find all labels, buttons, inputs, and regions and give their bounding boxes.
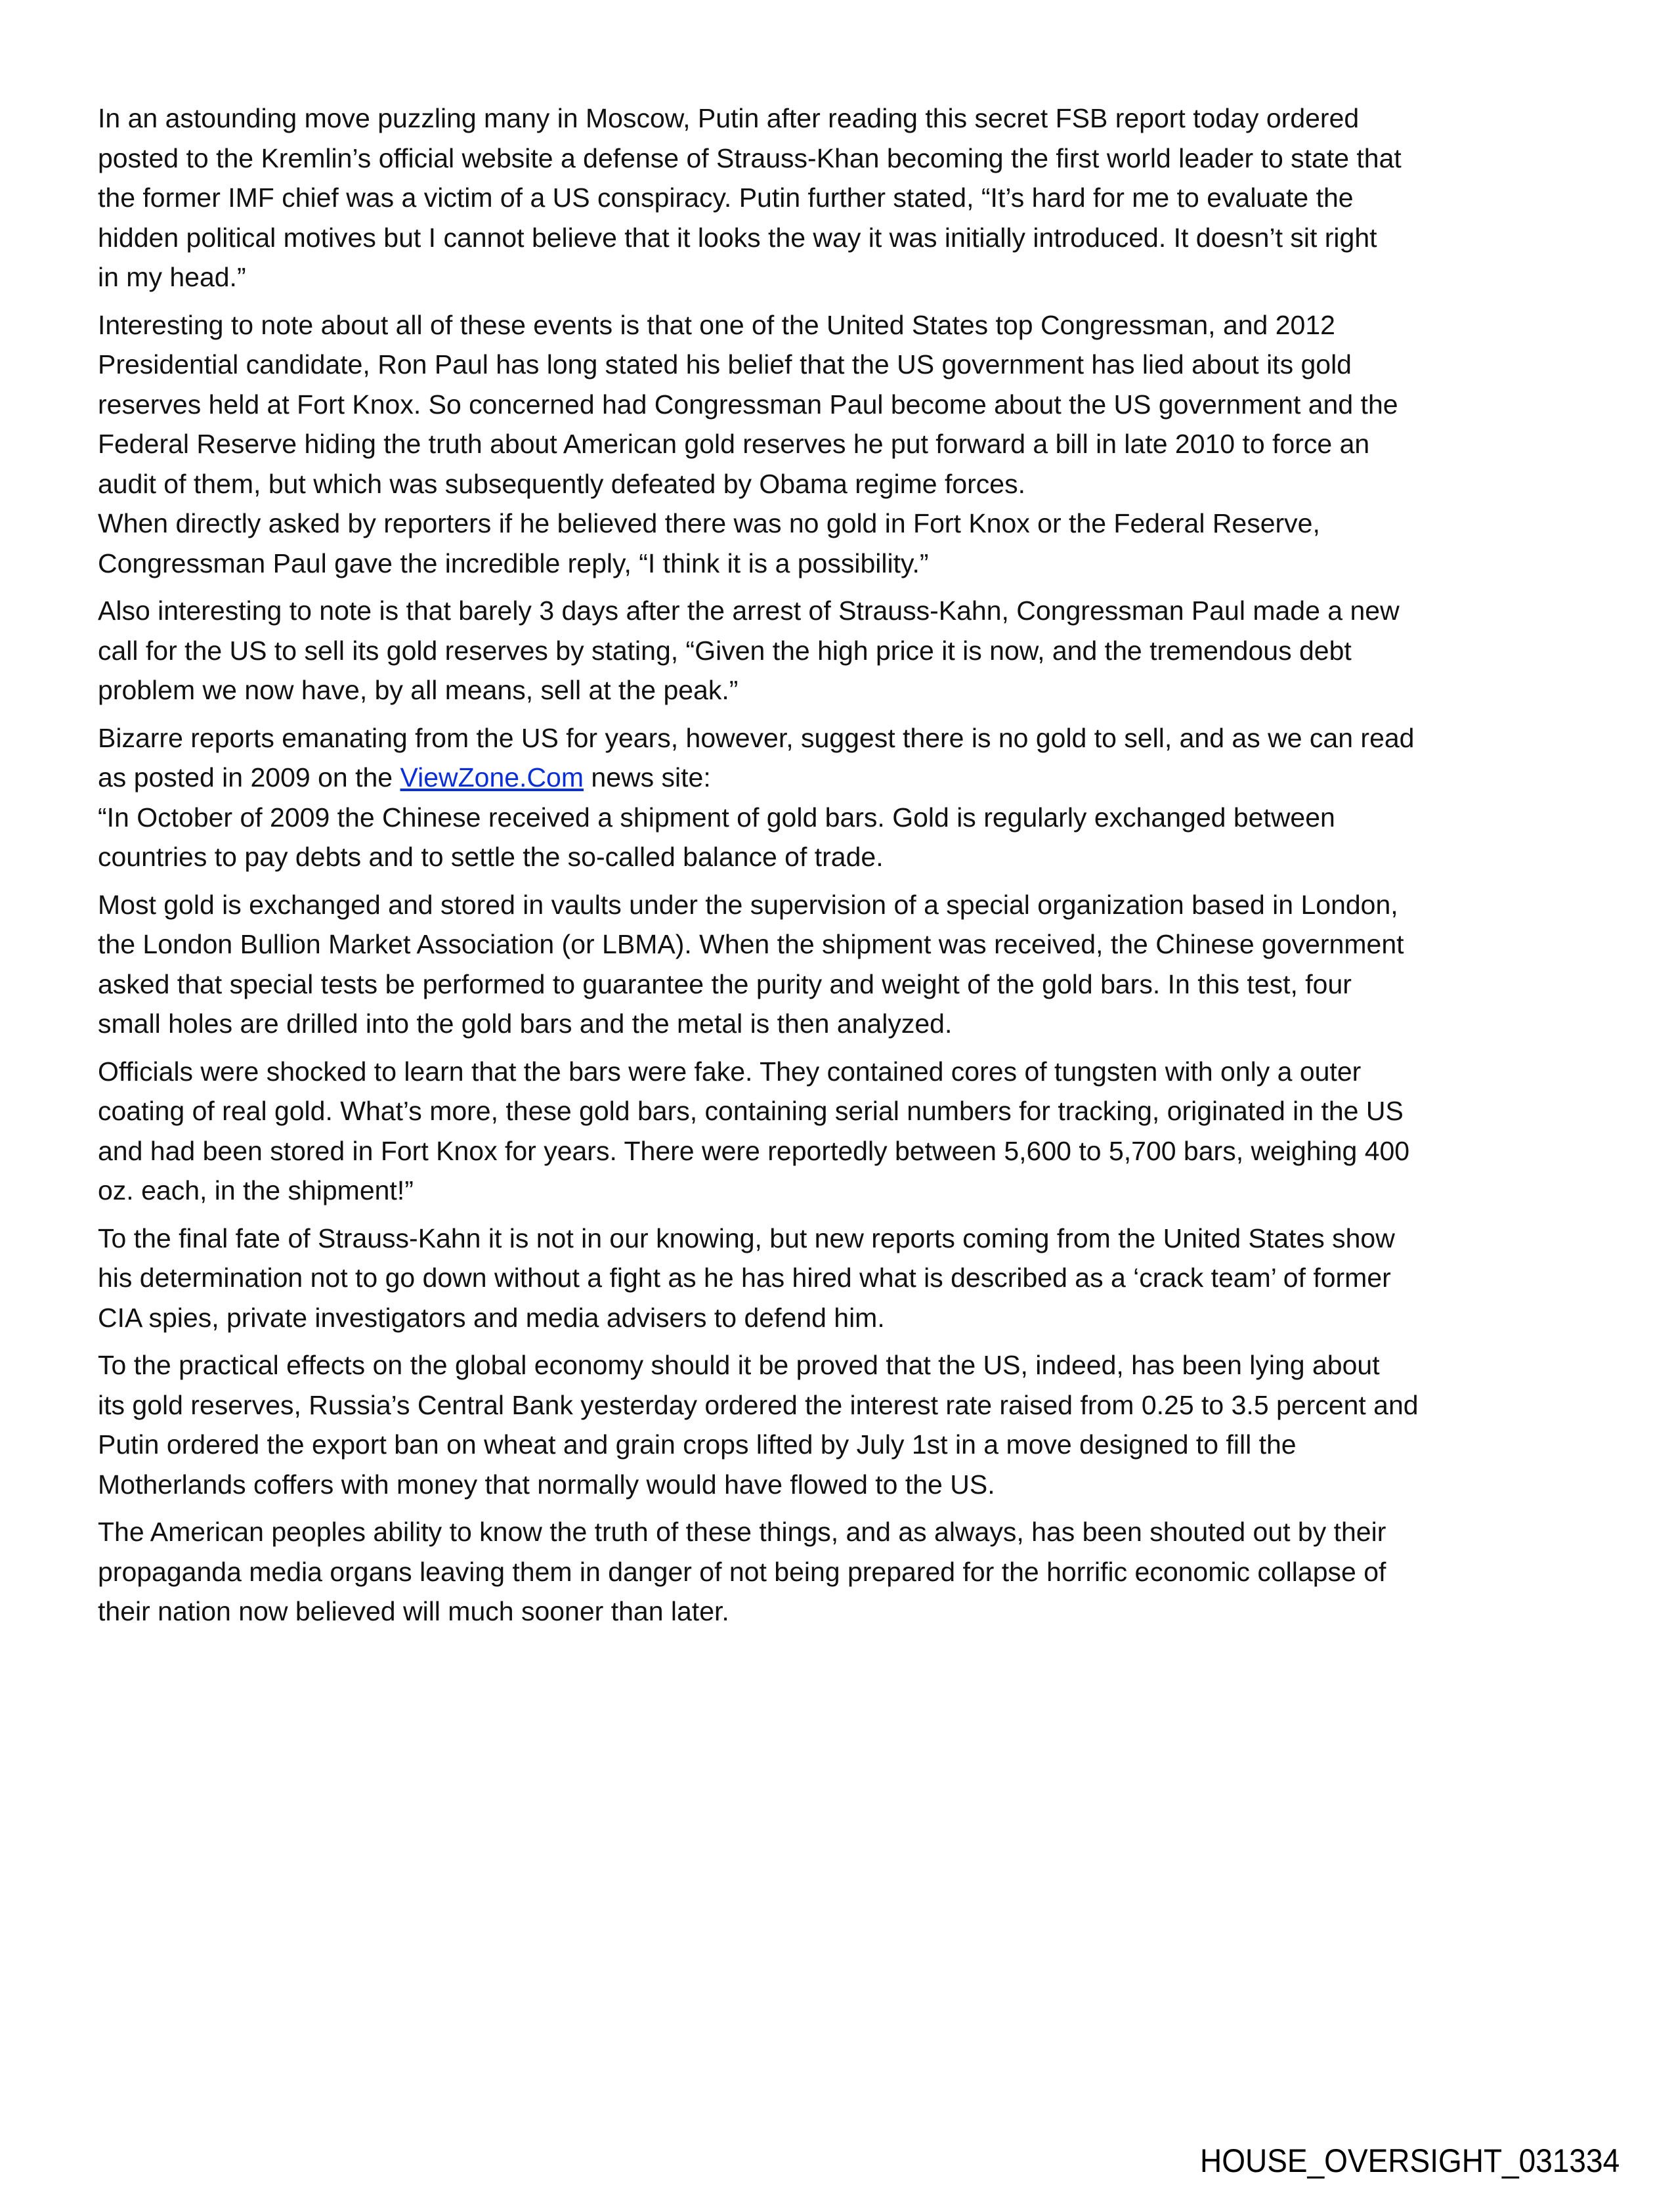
text-line: the London Bullion Market Association (or LBMA). When the shipment was received, the Chinese government xyxy=(98,929,1404,959)
text-line: Most gold is exchanged and stored in vaults under the supervision of a special organization based in London, xyxy=(98,889,1398,920)
text-line: Congressman Paul gave the incredible reply, “I think it is a possibility.” xyxy=(98,548,929,578)
text-line: To the final fate of Strauss-Kahn it is not in our knowing, but new reports coming from the United States show xyxy=(98,1223,1395,1253)
text-line: reserves held at Fort Knox. So concerned had Congressman Paul become about the US government and the xyxy=(98,389,1398,420)
text-line-with-link xyxy=(98,758,1608,798)
text-line: and had been stored in Fort Knox for years. There were reportedly between 5,600 to 5,700 bars, weighing 400 xyxy=(98,1135,1410,1166)
paragraph-sell-gold xyxy=(98,591,1608,710)
text-line: his determination not to go down without a fight as he has hired what is described as a ‘crack team’ of former xyxy=(98,1263,1391,1293)
text-line: the former IMF chief was a victim of a US conspiracy. Putin further stated, “It’s hard for me to evaluate the xyxy=(98,183,1354,213)
text-line: small holes are drilled into the gold bars and the metal is then analyzed. xyxy=(98,1008,953,1039)
text-line: problem we now have, by all means, sell at the peak.” xyxy=(98,675,739,705)
text-line: CIA spies, private investigators and media advisers to defend him. xyxy=(98,1302,885,1333)
text-line: coating of real gold. What’s more, these gold bars, containing serial numbers for tracking, originated in the US xyxy=(98,1096,1404,1126)
document-body xyxy=(98,98,1608,1639)
text-line: In an astounding move puzzling many in Moscow, Putin after reading this secret FSB report today ordered xyxy=(98,103,1360,133)
paragraph-strauss-kahn-fate xyxy=(98,1219,1608,1338)
text-line: oz. each, in the shipment!” xyxy=(98,1175,414,1205)
paragraph-reporters xyxy=(98,504,1608,583)
text-before-link: as posted in 2009 on the xyxy=(98,762,400,792)
text-line: When directly asked by reporters if he believed there was no gold in Fort Knox or the Federal Reserve, xyxy=(98,508,1320,538)
text-line: audit of them, but which was subsequently defeated by Obama regime forces. xyxy=(98,468,1025,499)
text-line: asked that special tests be performed to guarantee the purity and weight of the gold bars. In this test, four xyxy=(98,968,1352,999)
text-line: Officials were shocked to learn that the bars were fake. They contained cores of tungsten with only a outer xyxy=(98,1056,1362,1087)
paragraph-fake-bars xyxy=(98,1052,1608,1211)
text-line: hidden political motives but I cannot believe that it looks the way it was initially introduced. It doesn’t sit right xyxy=(98,222,1377,253)
text-line: To the practical effects on the global economy should it be proved that the US, indeed, has been lying about xyxy=(98,1350,1380,1380)
viewzone-link[interactable]: ViewZone.Com xyxy=(400,762,584,792)
text-line: in my head.” xyxy=(98,262,246,292)
paragraph-economic-effects xyxy=(98,1345,1608,1504)
text-line: its gold reserves, Russia’s Central Bank yesterday ordered the interest rate raised from 0.25 to 3.5 percent and xyxy=(98,1389,1419,1420)
paragraph-bizarre-reports xyxy=(98,718,1608,798)
text-line: Presidential candidate, Ron Paul has long stated his belief that the US government has lied about its gold xyxy=(98,349,1352,380)
text-line: call for the US to sell its gold reserves by stating, “Given the high price it is now, and the tremendous debt xyxy=(98,635,1352,666)
text-line: The American peoples ability to know the truth of these things, and as always, has been shouted out by their xyxy=(98,1517,1386,1547)
text-line: countries to pay debts and to settle the so-called balance of trade. xyxy=(98,842,884,872)
text-line: posted to the Kremlin’s official website a defense of Strauss-Khan becoming the first world leader to state that xyxy=(98,142,1402,173)
text-line: Bizarre reports emanating from the US for years, however, suggest there is no gold to sell, and as we can read xyxy=(98,722,1415,753)
text-line: Also interesting to note is that barely 3 days after the arrest of Strauss-Kahn, Congressman Paul made a new xyxy=(98,596,1400,626)
paragraph-putin-defense xyxy=(98,98,1608,297)
paragraph-ron-paul xyxy=(98,305,1608,504)
text-line: their nation now believed will much sooner than later. xyxy=(98,1596,729,1626)
bates-number: HOUSE_OVERSIGHT_031334 xyxy=(1200,2142,1620,2179)
text-line: Federal Reserve hiding the truth about American gold reserves he put forward a bill in late 2010 to force an xyxy=(98,429,1370,459)
paragraph-chinese-shipment xyxy=(98,798,1608,877)
text-line: propaganda media organs leaving them in danger of not being prepared for the horrific economic collapse of xyxy=(98,1556,1386,1587)
text-line: “In October of 2009 the Chinese received a shipment of gold bars. Gold is regularly exchanged between xyxy=(98,802,1335,833)
text-line: Motherlands coffers with money that normally would have flowed to the US. xyxy=(98,1469,995,1500)
text-after-link: news site: xyxy=(584,762,711,792)
paragraph-american-peoples xyxy=(98,1512,1608,1632)
text-line: Interesting to note about all of these events is that one of the United States top Congressman, and 2012 xyxy=(98,309,1335,340)
text-line: Putin ordered the export ban on wheat and grain crops lifted by July 1st in a move designed to fill the xyxy=(98,1429,1297,1460)
paragraph-lbma xyxy=(98,885,1608,1044)
